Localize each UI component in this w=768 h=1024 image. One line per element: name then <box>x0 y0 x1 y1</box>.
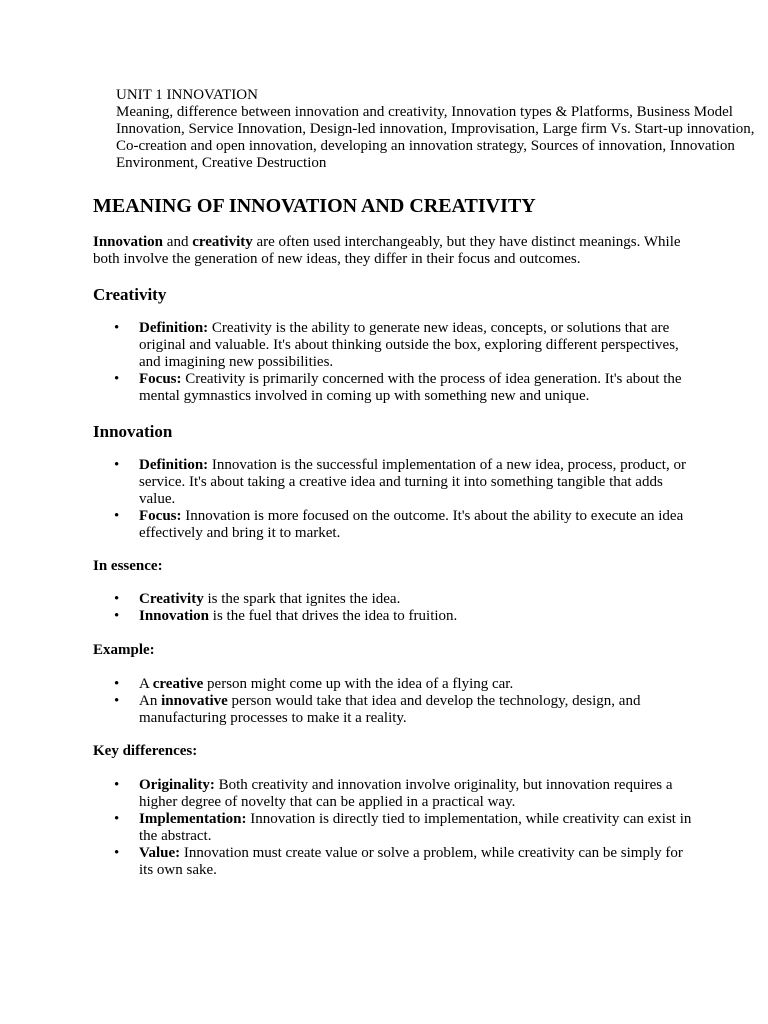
item-text: Creativity is primarily concerned with the process of idea generation. It's about the mental gymnastics involved in coming up with something new and unique. <box>139 371 682 404</box>
item-label: Originality: <box>139 777 215 793</box>
differences-heading: Key differences: <box>93 743 198 759</box>
intro-term-innovation: Innovation <box>93 234 164 250</box>
item-prefix: A <box>139 676 153 692</box>
list-item <box>93 777 693 811</box>
item-label: Focus: <box>139 371 182 387</box>
item-text: Both creativity and innovation involve originality, but innovation requires a higher degree of novelty that can be applied in a practical way. <box>139 777 673 810</box>
item-text: is the spark that ignites the idea. <box>203 591 401 607</box>
item-text: Innovation is directly tied to implementation, while creativity can exist in the abstract. <box>139 811 692 844</box>
item-text: person might come up with the idea of a flying car. <box>203 676 514 692</box>
unit-topics: Meaning, difference between innovation and creativity, Innovation types & Platforms, Business Model Innovation, Service Innovation, Design-led innovation, Improvisation, Large firm Vs. Start-up innovation, Co-creation and open innovation, developing an innovation strategy, Sources of innovation, Innovation Environment, Creative Destruction <box>116 104 755 171</box>
bullet: • <box>114 845 120 861</box>
bullet: • <box>114 508 120 524</box>
list-item <box>93 508 693 542</box>
item-text: is the fuel that drives the idea to fruition. <box>209 608 458 624</box>
bullet: • <box>114 777 120 793</box>
list-item <box>93 371 693 405</box>
bullet: • <box>114 320 120 336</box>
item-label: Definition: <box>139 457 209 473</box>
list-item <box>93 608 693 625</box>
unit-header <box>116 87 756 172</box>
bullet: • <box>114 693 120 709</box>
list-item <box>93 457 693 508</box>
item-text: Innovation must create value or solve a problem, while creativity can be simply for its own sake. <box>139 845 683 878</box>
list-item <box>93 320 693 371</box>
bullet: • <box>114 457 120 473</box>
innovation-list <box>93 457 693 542</box>
unit-title: UNIT 1 INNOVATION <box>116 87 258 103</box>
differences-list <box>93 777 693 879</box>
item-label: Implementation: <box>139 811 247 827</box>
item-text: person would take that idea and develop the technology, design, and manufacturing processes to make it a reality. <box>139 693 641 726</box>
list-item <box>93 591 693 608</box>
intro-rest: are often used interchangeably, but they have distinct meanings. While both involve the generation of new ideas, they differ in their focus and outcomes. <box>93 234 681 267</box>
item-prefix: An <box>139 693 162 709</box>
item-text: Creativity is the ability to generate new ideas, concepts, or solutions that are original and valuable. It's about thinking outside the box, exploring different perspectives, and imagining new possibilities. <box>139 320 679 370</box>
creativity-heading: Creativity <box>93 285 167 304</box>
essence-heading: In essence: <box>93 558 163 574</box>
bullet: • <box>114 591 120 607</box>
innovation-heading: Innovation <box>93 422 173 441</box>
creativity-list <box>93 320 693 405</box>
example-list <box>93 676 693 727</box>
example-heading: Example: <box>93 642 155 658</box>
list-item <box>93 845 693 879</box>
item-text: Innovation is the successful implementation of a new idea, process, product, or service. It's about taking a creative idea and turning it into something tangible that adds value. <box>139 457 686 507</box>
bullet: • <box>114 608 120 624</box>
item-label: innovative <box>161 693 228 709</box>
main-heading: MEANING OF INNOVATION AND CREATIVITY <box>93 195 536 217</box>
item-label: Focus: <box>139 508 182 524</box>
item-label: Creativity <box>139 591 204 607</box>
intro-and: and <box>163 234 193 250</box>
item-text: Innovation is more focused on the outcome. It's about the ability to execute an idea effectively and bring it to market. <box>139 508 684 541</box>
bullet: • <box>114 676 120 692</box>
item-label: Definition: <box>139 320 209 336</box>
essence-list <box>93 591 693 625</box>
bullet: • <box>114 371 120 387</box>
list-item <box>93 693 693 727</box>
intro-term-creativity: creativity <box>192 234 253 250</box>
item-label: Innovation <box>139 608 210 624</box>
list-item <box>93 676 693 693</box>
item-label: Value: <box>139 845 181 861</box>
bullet: • <box>114 811 120 827</box>
item-label: creative <box>152 676 204 692</box>
intro-paragraph <box>93 234 683 268</box>
list-item <box>93 811 693 845</box>
